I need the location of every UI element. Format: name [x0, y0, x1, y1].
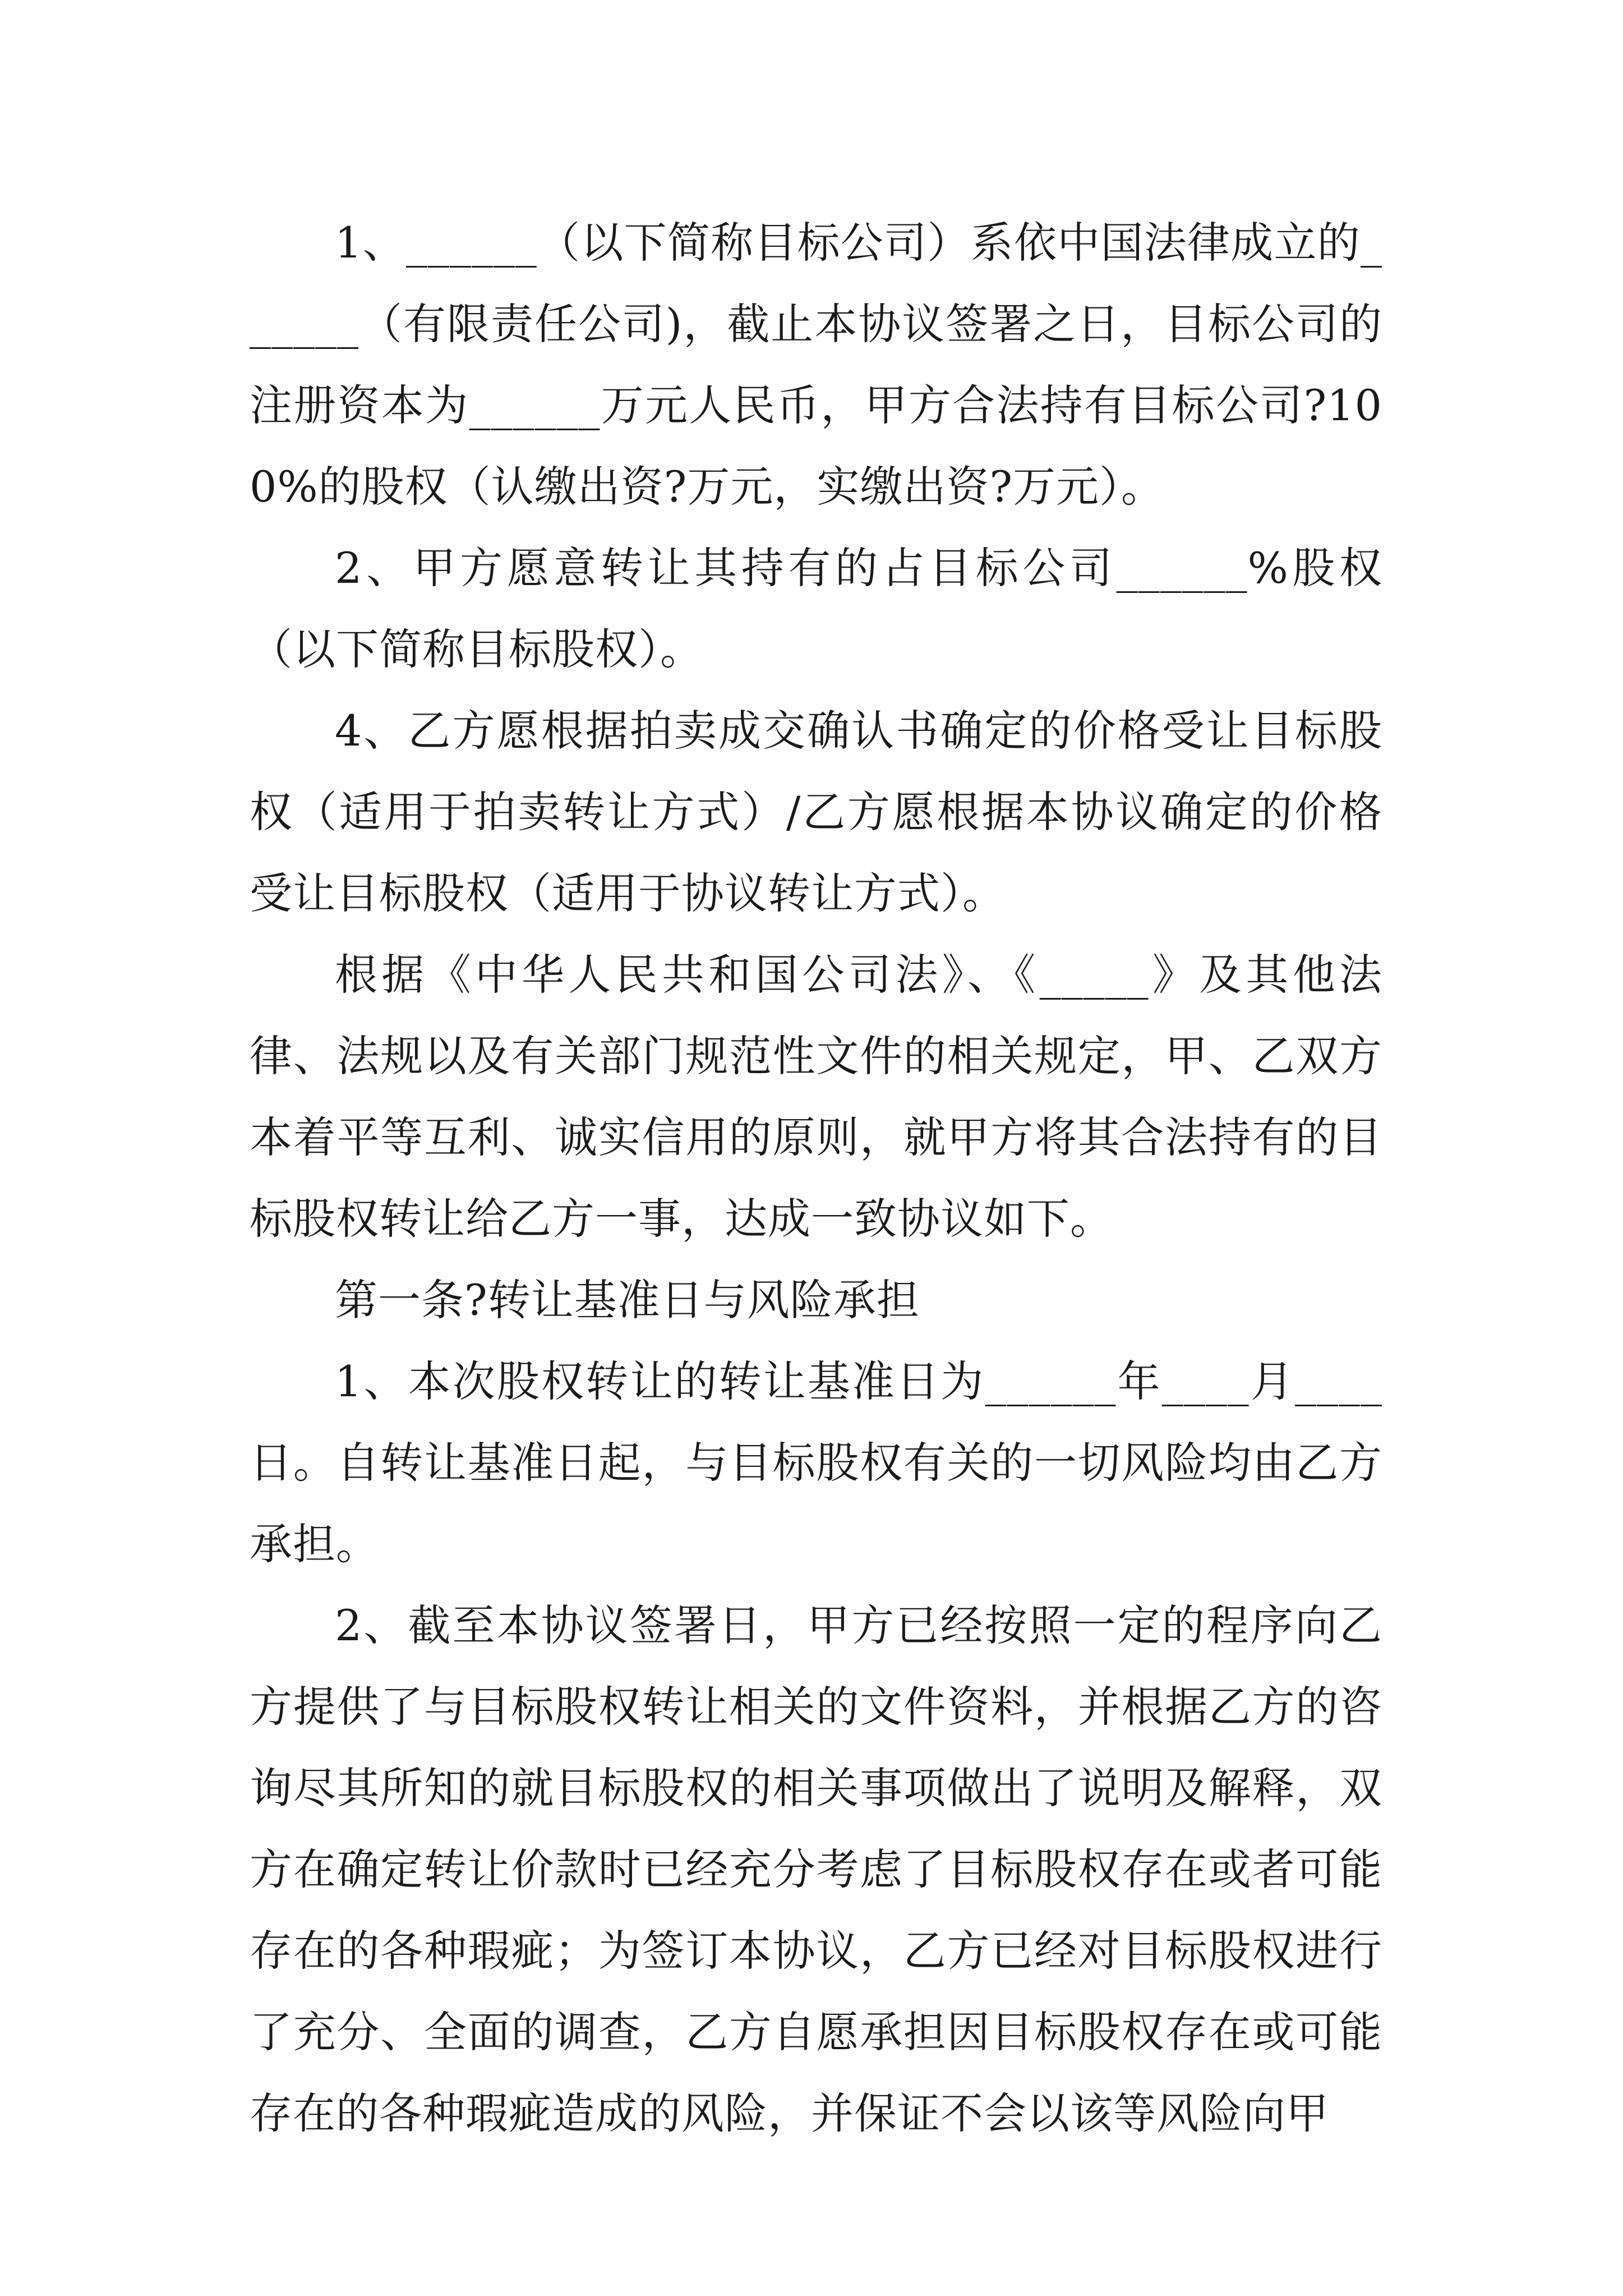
article-one-heading: 第一条?转让基准日与风险承担	[335, 1275, 920, 1325]
paragraph-transfer-intent: 2、甲方愿意转让其持有的占目标公司______%股权（以下简称目标股权）。	[250, 543, 1382, 674]
paragraph-risk-disclosure: 2、截至本协议签署日，甲方已经按照一定的程序向乙方提供了与目标股权转让相关的文件资料，并根据乙方的咨询尽其所知的就目标股权的相关事项做出了说明及解释，双方在确定转让价款时已经充分考虑了目标股权存在或者可能存在的各种瑕疵；为签订本协议，乙方已经对目标股权进行了充分、全面的调查，乙方自愿承担因目标股权存在或可能存在的各种瑕疵造成的风险，并保证不会以该等风险向甲	[250, 1600, 1382, 2138]
paragraph-acceptance: 4、乙方愿根据拍卖成交确认书确定的价格受让目标股权（适用于拍卖转让方式）/乙方愿根据本协议确定的价格受让目标股权（适用于协议转让方式）。	[250, 706, 1382, 918]
paragraph-base-date: 1、本次股权转让的转让基准日为______年____月____日。自转让基准日起，与目标股权有关的一切风险均由乙方承担。	[250, 1356, 1382, 1569]
paragraph-company-info: 1、______（以下简称目标公司）系依中国法律成立的______（有限责任公司)，截止本协议签署之日，目标公司的注册资本为______万元人民币，甲方合法持有目标公司?100%的股权（认缴出资?万元，实缴出资?万元）。	[250, 218, 1382, 512]
document-body	[250, 202, 1382, 2154]
paragraph-legal-basis: 根据《中华人民共和国公司法》、《_____》及其他法律、法规以及有关部门规范性文件的相关规定，甲、乙双方本着平等互利、诚实信用的原则，就甲方将其合法持有的目标股权转让给乙方一事，达成一致协议如下。	[250, 950, 1382, 1244]
